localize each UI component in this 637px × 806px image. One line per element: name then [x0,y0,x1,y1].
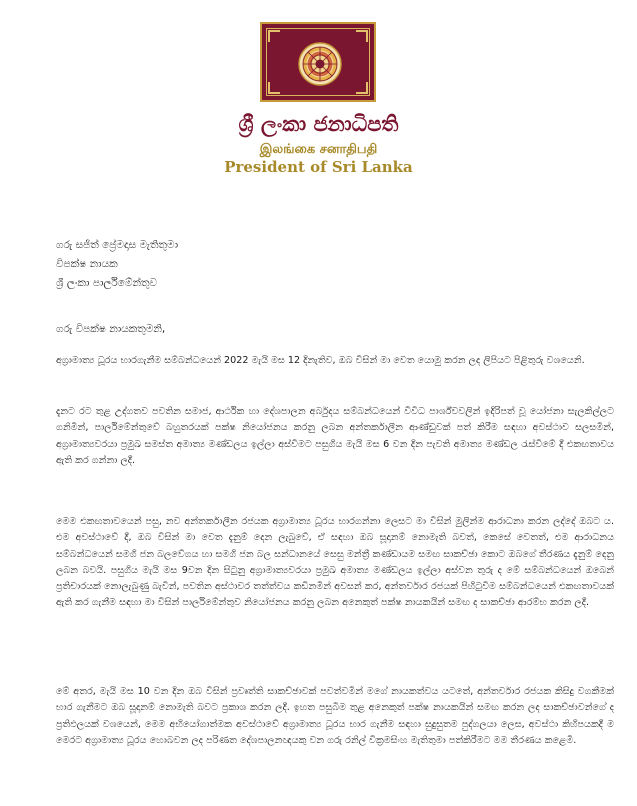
recipient-name: ගරු සජිත් ප්‍රේමදාස මැතිතුමා [56,239,179,251]
recipient-address [56,236,178,293]
paragraph-1: අග්‍රාමාත්‍ය ධූරය භාරගැනීම සම්බන්ධයෙන් 2022 මැයි මස 12 දිනැතිව, ඔබ විසින් මා වෙත යොමු කරන ලද ලිපියට පිළිතුරු වශයෙනි. [56,355,585,366]
recipient-institution: ශ්‍රී ලංකා පාර්ලිමේන්තුව [56,277,158,289]
header-title-tamil: இலங்கை சனாதிபதி [259,142,378,157]
presidential-emblem [260,22,376,102]
paragraph-2: දැනට රට තුළ උද්ගතව පවතින සමාජ, ආර්ථික හා දේශපාලන අර්බුදය සම්බන්ධයෙන් විවිධ පාර්ශ්වවලින් ඉදිරිපත් වූ යෝජනා සැලකිල්ලට ගනිමින්, පාර්ලිමේන්තුවේ බහුතරයක් පක්ෂ නියෝජනය කරනු ලබන අන්තර්කාලීන ආණ්ඩුවක් පත් කිරීම සඳහා අවස්ථාව සලසමින්, අග්‍රාමාත්‍යවරයා ප්‍රමුඛ සමස්ත අමාත්‍ය මණ්ඩලය ඉල්ලා අස්වීමට පසුගිය මැයි මස 6 වන දින පැවති අමාත්‍ය මණ්ඩල රැස්වීමේ දී එකඟතාවය ඇති කර ගන්නා ලදී. [56,406,614,466]
paragraph-3: මෙම එකඟතාවයෙන් පසු, නව අන්තර්කාලීන රජයක අග්‍රාමාත්‍ය ධූරය භාරගන්නා ලෙසට මා විසින් මුලින්ම ආරාධනා කරන ලද්දේ ඔබට ය. එම අවස්ථාවේ දී, ඔබ විසින් මා වෙත දැනුම් දෙන ලැබුවේ, ඒ සඳහා ඔබ සූදානම් නොමැති බවත්, කෙසේ වෙතත්, එම ආරාධනය සම්බන්ධයෙන් සමගි ජන බලවේගය හා සමගි ජන බල සන්ධානයේ සෙසු මන්ත්‍රී කණ්ඩායම සමඟ සාකච්ඡා කොට ඔබගේ තීරණය දැනුම් දෙනු ලබන බවයි. පසුගිය මැයි මස 9වන දින සිටුනු අග්‍රාමාත්‍යවරයා ප්‍රමුඛ අමාත්‍ය මණ්ඩලය ඉල්ලා අස්වන තුරු ද මේ සම්බන්ධයෙන් ඔබෙන් ප්‍රතිචාරයක් නොලැබුණු බැවින්, පවතින අස්ථාවර තත්ත්වය කඩිනමින් අවසන් කර, අන්තර්වාර රජයක් පිහිටුවීම සම්බන්ධයෙන් එකඟතාවයක් ඇති කර ගැනීම සඳහා මා විසින් පාර්ලිමේන්තුව නියෝජනය කරනු ලබන අනෙකුත් පක්ෂ නායකයින් සමඟ ද සාකච්ඡා ආරම්භ කරන ලදී. [56,516,614,609]
header-title-english: President of Sri Lanka [224,158,413,176]
salutation: ගරු විපක්ෂ නායකතුමනි, [56,323,166,335]
paragraph-4: මේ අතර, මැයි මස 10 වන දින ඔබ විසින් ප්‍රවෘත්ති සාකච්ඡාවක් පවත්වමින් මගේ නායකත්වය යටතේ, අන්තර්වාර රජයක කිසිදු වගකීමක් භාර ගැනීමට ඔබ සූදානම් නොමැති බවට ප්‍රකාශ කරන ලදී. ඉහත පසුබිම තුළ අනෙකුත් පක්ෂ නායකයින් සමඟ කරන ලද සාකච්ඡාවන්ගේ ද ප්‍රතිඵලයක් වශයෙන්, මෙම අභියෝගාත්මක අවස්ථාවේ අග්‍රාමාත්‍ය ධූරය භාර ගැනීම සඳහා සුදුසුතම පුද්ගලයා ලෙස, අවස්ථා කිහිපයකදී ම මෙරට අග්‍රාමාත්‍ය ධූරය හොබවන ලද පරිණත දේශපාලනඥයකු වන ගරු රනිල් වික්‍රමසිංහ මැතිතුමා පත්කිරීමට මම තීරණය කළෙමි. [56,686,614,746]
recipient-role: විපක්ෂ නායක [56,258,118,270]
dharma-wheel-icon [297,41,343,87]
header-title-sinhala: ශ්‍රී ලංකා ජනාධිපති [238,112,399,136]
